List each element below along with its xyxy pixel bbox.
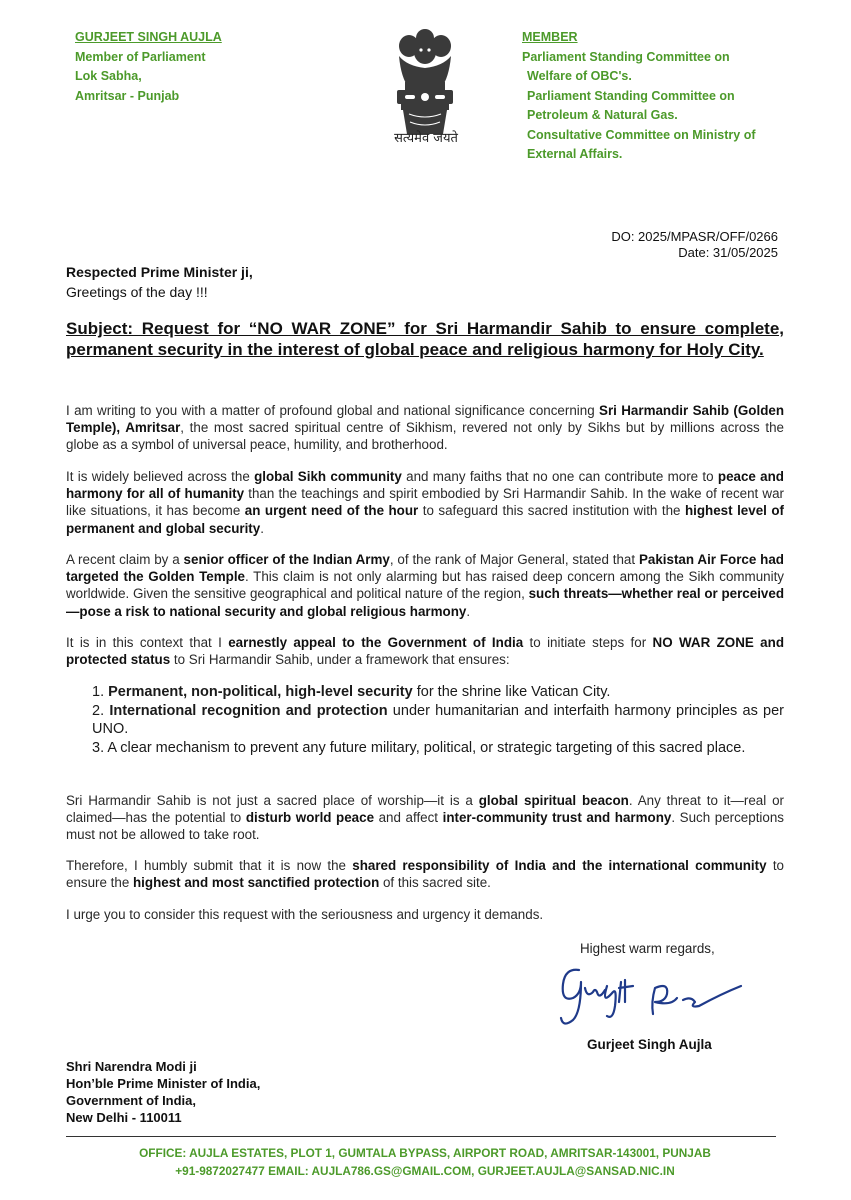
p6-text: to ensure the: [66, 858, 784, 891]
list-number: 1.: [92, 684, 109, 700]
p2-bold: an urgent need of the hour: [244, 503, 419, 519]
addressee-name: Shri Narendra Modi ji: [66, 1059, 197, 1074]
list-item: [92, 702, 784, 739]
footer-divider: [66, 1136, 776, 1137]
letterhead-left: [75, 28, 335, 106]
p2-text: and many faiths that no one can contribute more to: [401, 469, 718, 484]
p6-bold: highest and most sanctified protection: [133, 875, 380, 891]
list-bold: International recognition and protection: [109, 702, 388, 719]
do-number: DO: 2025/MPASR/OFF/0266: [611, 229, 778, 244]
p3-text: , of the rank of Major General, stated that: [389, 552, 639, 567]
p1-text: , the most sacred spiritual centre of Sikhism, revered not only by Sikhs but by millions across the globe as a symbol of universal peace, humility, and brotherhood.: [66, 420, 784, 453]
p1-bold: Sri Harmandir Sahib (Golden Temple), Amritsar: [66, 403, 784, 436]
list-bold: Permanent, non-political, high-level security: [108, 684, 413, 700]
p2-bold: global Sikh community: [254, 469, 402, 484]
committee-line-6: External Affairs.: [527, 147, 623, 161]
member-title: MEMBER: [522, 30, 578, 44]
p6-bold: shared responsibility of India and the international community: [352, 858, 767, 873]
committee-line-1: Parliament Standing Committee on: [522, 49, 730, 64]
p4-text: to initiate steps for: [523, 635, 653, 650]
footer: [66, 1144, 784, 1180]
sender-house: Lok Sabha,: [75, 69, 142, 83]
p7-text: I urge you to consider this request with the seriousness and urgency it demands.: [66, 907, 544, 922]
greeting-line: Greetings of the day !!!: [66, 284, 208, 300]
p4-bold: earnestly appeal to the Government of India: [228, 635, 524, 650]
p2-text: It is widely believed across the: [66, 469, 255, 484]
addressee-title: Hon’ble Prime Minister of India,: [66, 1076, 261, 1091]
paragraph-1: [66, 402, 784, 454]
committee-line-4: Petroleum & Natural Gas.: [527, 108, 678, 122]
signer-name: Gurjeet Singh Aujla: [587, 1037, 712, 1052]
p3-bold: senior officer of the Indian Army: [183, 552, 390, 567]
p2-bold: highest level of permanent and global security: [66, 503, 784, 536]
sender-name: GURJEET SINGH AUJLA: [75, 30, 222, 44]
paragraph-4: [66, 634, 784, 668]
footer-contact: +91-9872027477 EMAIL: AUJLA786.GS@GMAIL.COM, GURJEET.AUJLA@SANSAD.NIC.IN: [175, 1164, 675, 1178]
salutation-line: Respected Prime Minister ji,: [66, 264, 253, 280]
emblem-motto: सत्यमेव जयते: [394, 131, 458, 146]
paragraph-3: [66, 551, 784, 620]
list-item: [92, 683, 784, 702]
subject-line: Subject: Request for “NO WAR ZONE” for Sri Harmandir Sahib to ensure complete, permanent security in the interest of global peace and religious harmony for Holy City.: [66, 319, 784, 359]
list-text: for the shrine like Vatican City.: [412, 684, 611, 700]
p5-text: . Any threat to it—real or claimed—has the potential to: [66, 793, 784, 826]
signature-icon: [551, 962, 751, 1032]
p3-text: A recent claim by a: [66, 552, 184, 567]
p2-text: to safeguard this sacred institution with the: [418, 503, 685, 519]
p5-bold: inter-community trust and harmony: [442, 810, 672, 826]
p3-bold: Pakistan Air Force had targeted the Golden Temple: [66, 552, 784, 585]
letterhead-right: [522, 28, 822, 165]
paragraph-5: [66, 792, 784, 844]
salutation: [66, 262, 786, 302]
committee-line-5: Consultative Committee on Ministry of: [527, 127, 756, 142]
p5-text: . Such perceptions must not be allowed to take root.: [66, 810, 784, 843]
addressee-org: Government of India,: [66, 1093, 197, 1108]
sender-constituency: Amritsar - Punjab: [75, 88, 180, 103]
reference-block: [520, 229, 778, 261]
p5-text: Sri Harmandir Sahib is not just a sacred place of worship—it is a: [66, 793, 479, 808]
p2-text: .: [260, 520, 264, 536]
closing-regards: Highest warm regards,: [580, 941, 715, 956]
request-list: [92, 683, 784, 757]
p6-text: Therefore, I humbly submit that it is now the: [66, 858, 353, 873]
p4-text: to Sri Harmandir Sahib, under a framework that ensures:: [170, 652, 510, 668]
list-text: under humanitarian and interfaith harmony principles as per UNO.: [92, 702, 784, 737]
p2-bold: peace and harmony for all of humanity: [66, 469, 784, 502]
committee-line-3: Parliament Standing Committee on: [527, 88, 735, 103]
paragraph-6: [66, 857, 784, 891]
sender-designation: Member of Parliament: [75, 49, 206, 64]
list-number: 2.: [92, 702, 110, 719]
p1-text: I am writing to you with a matter of profound global and national significance concerning: [66, 403, 600, 418]
paragraph-2: [66, 468, 784, 537]
p5-bold: disturb world peace: [245, 810, 375, 826]
letter-date: Date: 31/05/2025: [678, 245, 778, 260]
p5-bold: global spiritual beacon: [478, 793, 629, 808]
list-item: [92, 739, 784, 758]
p3-bold: such threats—whether real or perceived—pose a risk to national security and global religious harmony: [66, 586, 784, 619]
p6-text: of this sacred site.: [379, 875, 491, 891]
p5-text: and affect: [374, 810, 443, 826]
list-number: 3.: [92, 739, 108, 756]
p4-text: It is in this context that I: [66, 635, 229, 650]
committee-line-2: Welfare of OBC's.: [527, 69, 632, 83]
list-text: A clear mechanism to prevent any future military, political, or strategic targeting of this sacred place.: [107, 739, 746, 756]
p3-text: . This claim is not only alarming but has raised deep concern among the Sikh community worldwide. Given the sensitive geographical and political nature of the region,: [66, 569, 784, 602]
addressee-city: New Delhi - 110011: [66, 1110, 182, 1125]
p4-bold: NO WAR ZONE and protected status: [66, 635, 784, 668]
p2-text: than the teachings and spirit embodied by Sri Harmandir Sahib. In the wake of recent war like situations, it has become: [66, 486, 784, 519]
addressee-block: [66, 1058, 366, 1126]
paragraph-7: [66, 906, 784, 923]
footer-office-address: OFFICE: AUJLA ESTATES, PLOT 1, GUMTALA BYPASS, AIRPORT ROAD, AMRITSAR-143001, PUNJAB: [139, 1146, 711, 1160]
p3-text: .: [466, 603, 471, 619]
